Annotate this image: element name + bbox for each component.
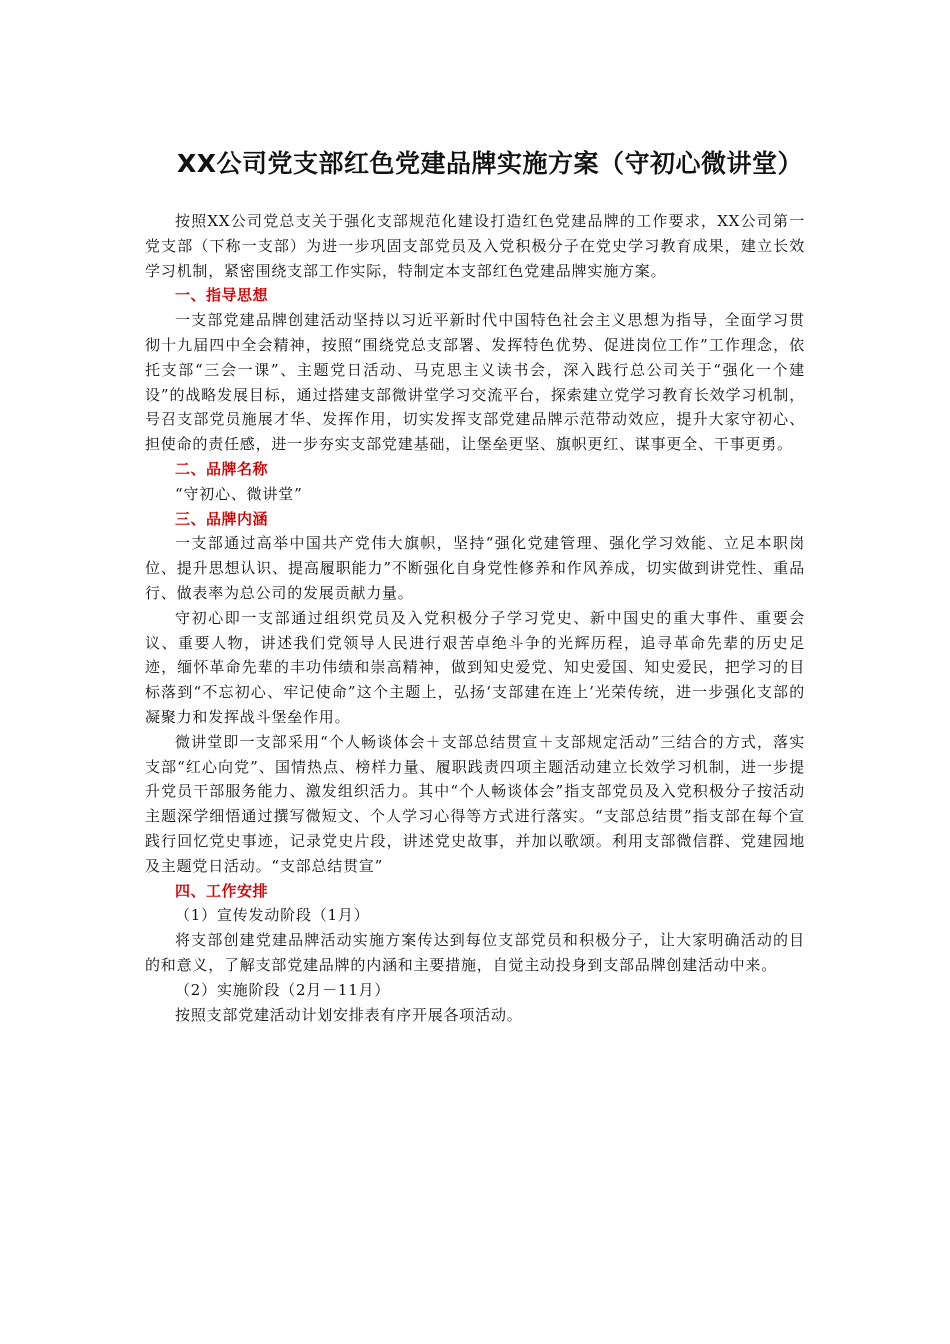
guiding-ideology-paragraph: 一支部党建品牌创建活动坚持以习近平新时代中国特色社会主义思想为指导，全面学习贯彻十九届四中全会精神，按照“围绕党总支部署、发挥特色优势、促进岗位工作”工作理念，依托支部“三会一课”、主题党日活动、马克思主义读书会，深入践行总公司关于“强化一个建设”的战略发展目标，通过搭建支部微讲堂学习交流平台，探索建立党学习教育长效学习机制，号召支部党员施展才华、发挥作用，切实发挥支部党建品牌示范带动效应，提升大家守初心、担使命的责任感，进一步夯实支部党建基础，让堡垒更坚、旗帜更红、谋事更全、干事更勇。 xyxy=(145,311,805,454)
intro-paragraph: 按照XX公司党总支关于强化支部规范化建设打造红色党建品牌的工作要求，XX公司第一党支部（下称一支部）为进一步巩固支部党员及入党积极分子在党史学习教育成果，建立长效学习机制，紧密围绕支部工作实际，特制定本支部红色党建品牌实施方案。 xyxy=(145,212,805,280)
document-title: XX公司党支部红色党建品牌实施方案（守初心微讲堂） xyxy=(176,149,804,178)
section-heading-work-arrangement: 四、工作安排 xyxy=(175,881,269,900)
work-arrangement-paragraph: 将支部创建党建品牌活动实施方案传达到每位支部党员和积极分子，让大家明确活动的目的和意义，了解支部党建品牌的内涵和主要措施，自觉主动投身到支部品牌创建活动中来。 xyxy=(145,931,805,974)
document-body xyxy=(145,209,805,1027)
brand-connotation-paragraph: 守初心即一支部通过组织党员及入党积极分子学习党史、新中国史的重大事件、重要会议、重要人物，讲述我们党领导人民进行艰苦卓绝斗争的光辉历程，追寻革命先辈的历史足迹，缅怀革命先辈的丰功伟绩和崇高精神，做到知史爱党、知史爱国、知史爱民，把学习的目标落到“不忘初心、牢记使命”这个主题上，弘扬‘支部建在连上’光荣传统，进一步强化支部的凝聚力和发挥战斗堡垒作用。 xyxy=(145,608,805,726)
work-arrangement-paragraph: 按照支部党建活动计划安排表有序开展各项活动。 xyxy=(175,1005,523,1024)
work-stage-title: （2）实施阶段（2月－11月） xyxy=(175,980,391,999)
brand-connotation-paragraph: 一支部通过高举中国共产党伟大旗帜，坚持“强化党建管理、强化学习效能、立足本职岗位、提升思想认识、提高履职能力”不断强化自身党性修养和作风养成，切实做到讲党性、重品行、做表率为总公司的发展贡献力量。 xyxy=(145,534,805,602)
work-stage-title: （1）宣传发动阶段（1月） xyxy=(175,906,370,925)
section-heading-brand-connotation: 三、品牌内涵 xyxy=(175,509,269,528)
brand-name-paragraph: “守初心、微讲堂” xyxy=(175,484,303,503)
section-heading-brand-name: 二、品牌名称 xyxy=(175,459,269,478)
brand-connotation-paragraph: 微讲堂即一支部采用“个人畅谈体会＋支部总结贯宣＋支部规定活动”三结合的方式，落实支部“红心向党”、国情热点、榜样力量、履职践责四项主题活动建立长效学习机制，进一步提升党员干部服务能力、激发组织活力。其中“个人畅谈体会”指支部党员及入党积极分子按活动主题深学细悟通过撰写微短文、个人学习心得等方式进行落实。“支部总结贯”指支部在每个宣践行回忆党史事迹，记录党史片段，讲述党史故事，并加以歌颂。利用支部微信群、党建园地及主题党日活动。“支部总结贯宣” xyxy=(145,732,805,875)
section-heading-guiding-ideology: 一、指导思想 xyxy=(175,286,269,305)
